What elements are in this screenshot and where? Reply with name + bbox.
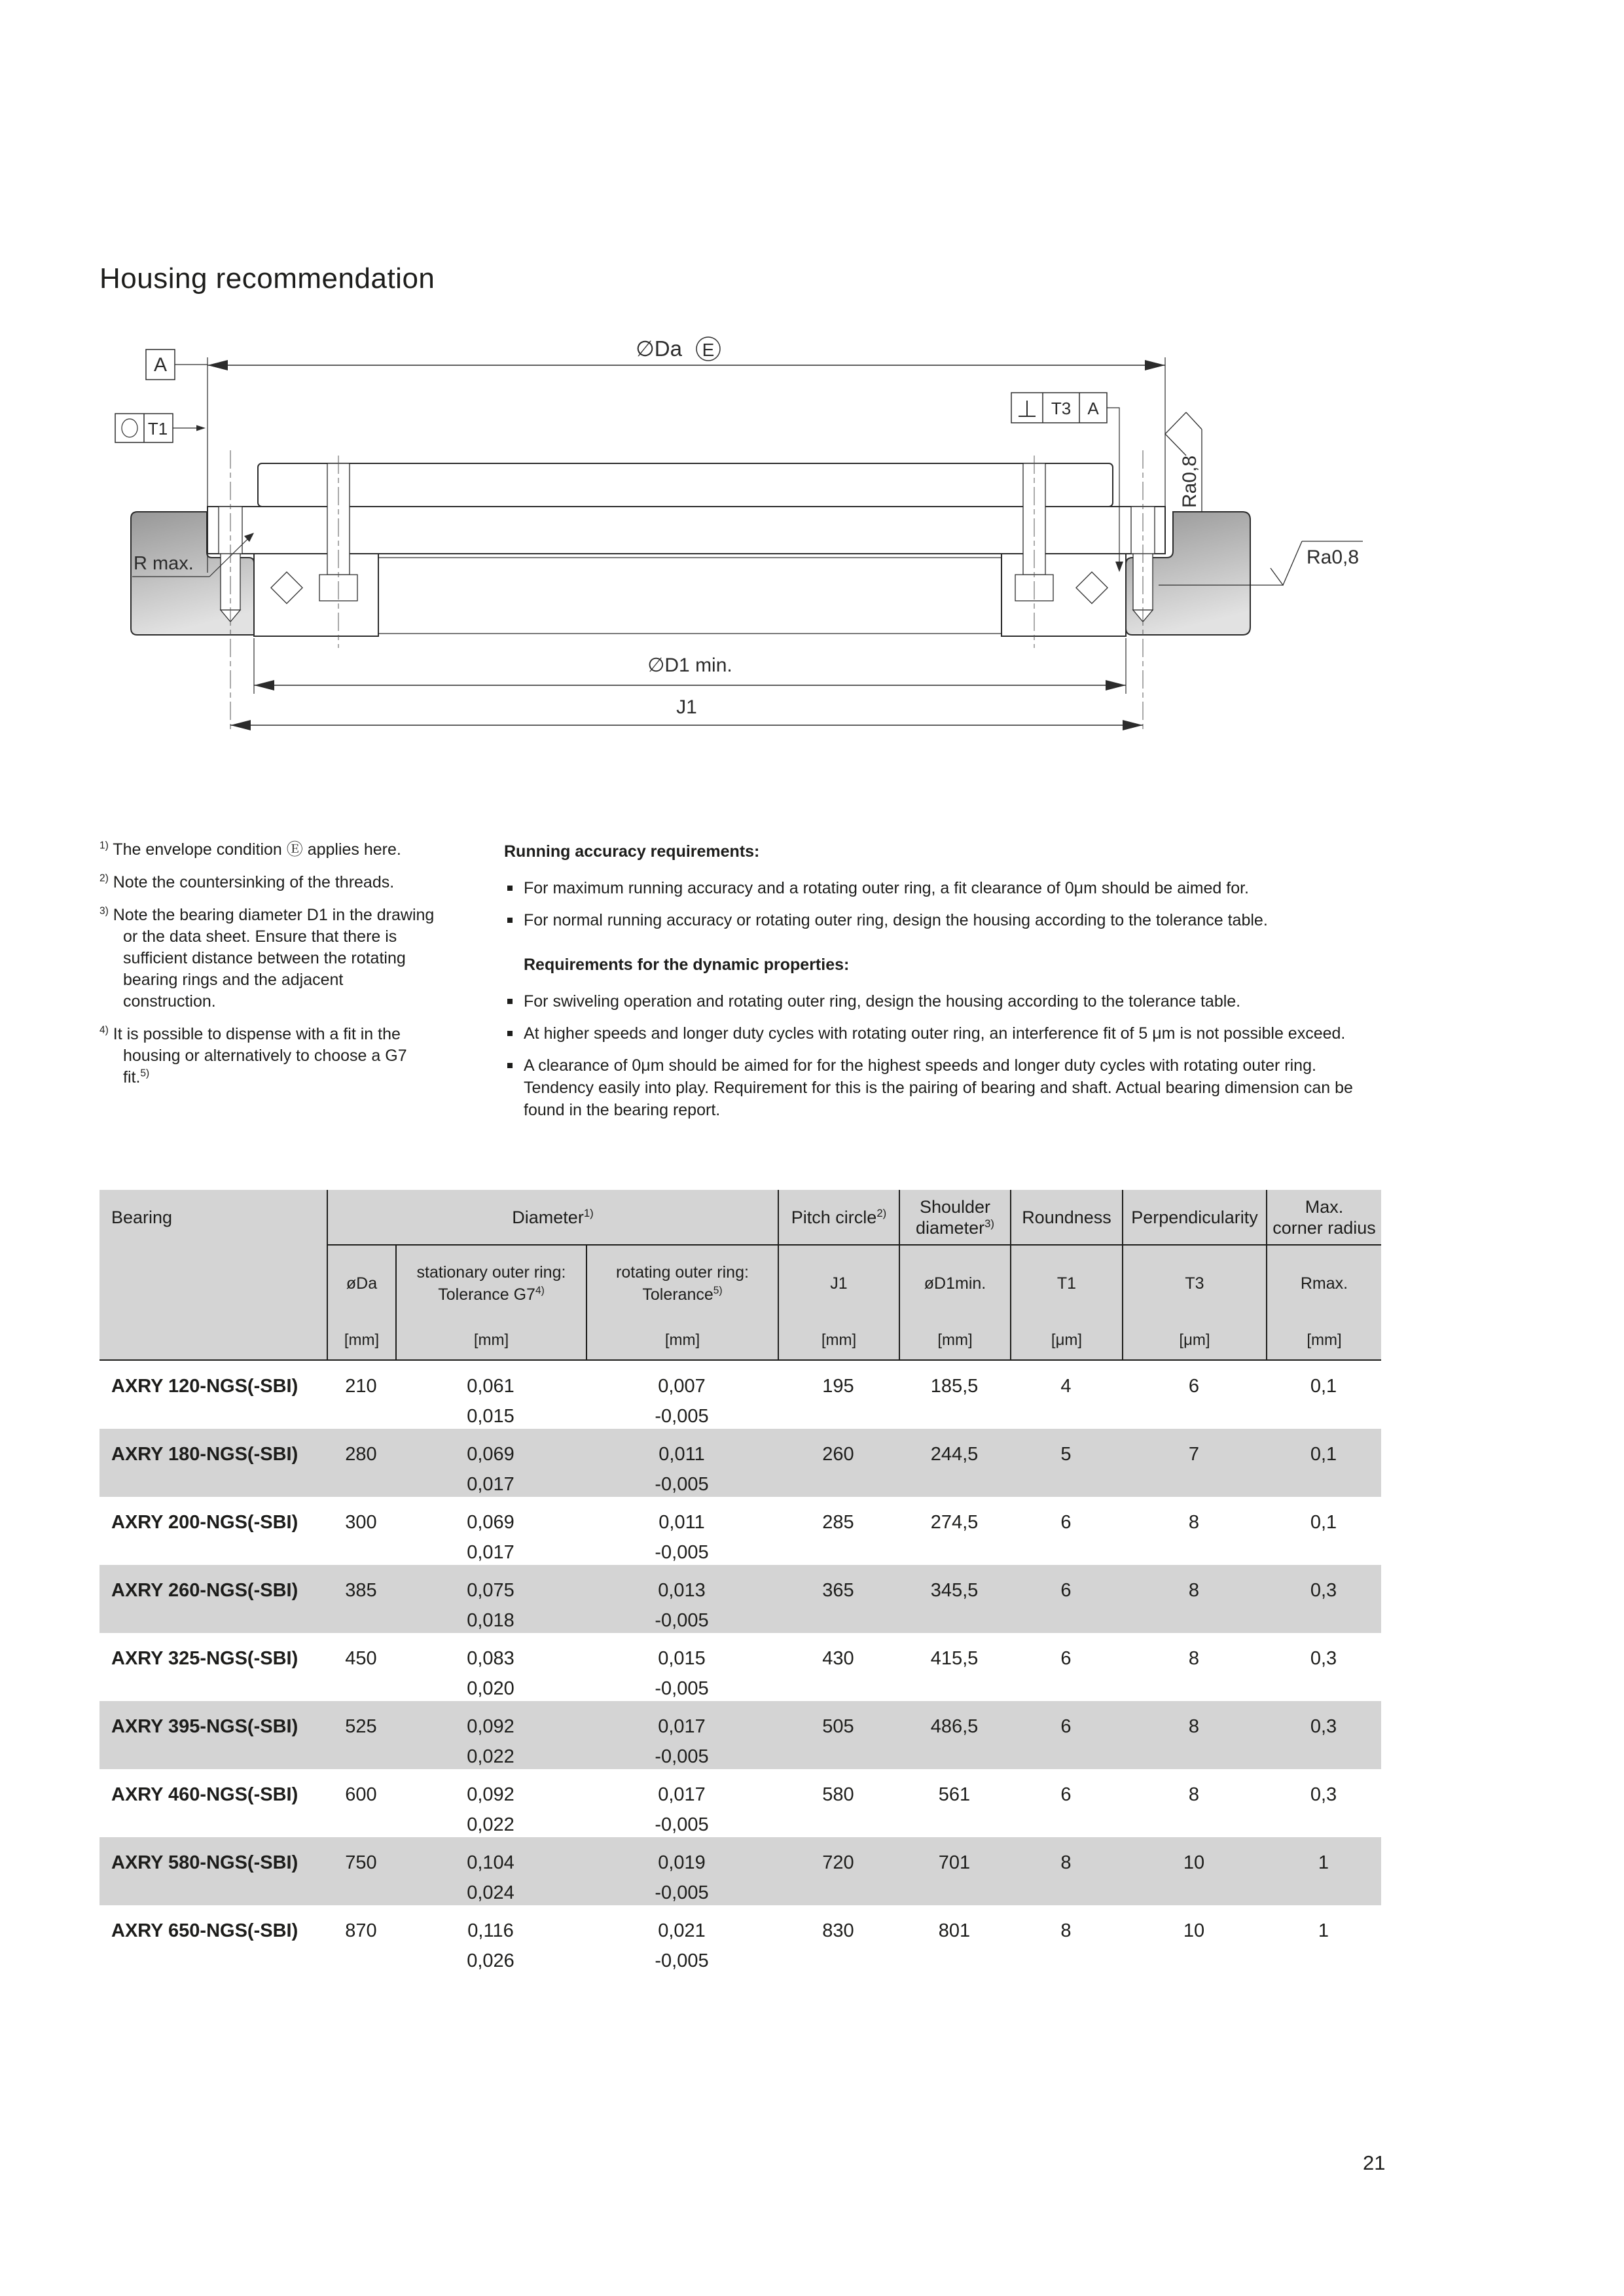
subheader-rmax: Rmax. [1266,1246,1381,1321]
unit-cell: [μm] [1122,1321,1266,1359]
unit-cell: [μm] [1010,1321,1122,1359]
subheader-stationary: stationary outer ring: Tolerance G7$^{4)}$ [395,1246,586,1321]
svg-text:A: A [1087,399,1099,418]
footnote-3: $^{3)}$ Note the bearing diameter D1 in the drawing or the data sheet. Ensure that there is sufficient distance between the rotating bearing rings and the adjacent construction. [99,905,435,1011]
header-shoulder-diameter: Shoulder diameter$^{3)}$ [899,1190,1010,1246]
svg-text:Ra0,8: Ra0,8 [1179,455,1200,508]
table-body [99,1361,1381,1973]
svg-text:T3: T3 [1051,399,1072,418]
table-row: AXRY 650-NGS(-SBI) 870 0,116 0,026 0,021 -0,005 830 801 8 10 1 [111,1920,1329,1971]
page-title: Housing recommendation [99,262,435,295]
svg-text:Ra0,8: Ra0,8 [1307,547,1360,568]
header-diameter: Diameter$^{1)}$ [327,1190,778,1246]
table-row: AXRY 580-NGS(-SBI) 750 0,104 0,024 0,019 -0,005 720 701 8 10 1 [99,1837,1381,1905]
tolerance-table [99,1190,1381,1973]
table-header [99,1190,1381,1361]
unit-cell: [mm] [899,1321,1010,1359]
table-row: AXRY 395-NGS(-SBI) 525 0,092 0,022 0,017 -0,005 505 486,5 6 8 0,3 [99,1701,1381,1769]
footnote-4: $^{4)}$ It is possible to dispense with a fit in the housing or alternatively to choose a G7 fit.$^{5)}$ [99,1024,407,1086]
dynamic-properties-title: Requirements for the dynamic properties: [524,956,850,974]
dim-d1 [254,638,1126,694]
dim-label-d1: ∅D1 min. [647,655,732,676]
unit-cell: [mm] [778,1321,899,1359]
dim-j1 [230,696,1143,730]
table-row: AXRY 200-NGS(-SBI) 300 0,069 0,017 0,011 -0,005 285 274,5 6 8 0,1 [111,1512,1337,1563]
roundness-frame-t1 [115,414,206,442]
svg-text:T1: T1 [147,419,168,439]
table-row: AXRY 260-NGS(-SBI) 385 0,075 0,018 0,013 -0,005 365 345,5 6 8 0,3 [99,1565,1381,1633]
technical-drawing [111,308,1368,766]
header-roundness: Roundness [1010,1190,1122,1246]
bearing-lower-ring-left [254,554,378,636]
header-bearing: Bearing [111,1208,173,1227]
table-row: AXRY 325-NGS(-SBI) 450 0,083 0,020 0,015 -0,005 430 415,5 6 8 0,3 [111,1648,1337,1699]
footnotes [99,839,435,1100]
svg-text:A: A [153,354,168,376]
bullet-item: For normal running accuracy or rotating outer ring, design the housing according to the tolerance table. [504,909,1355,931]
bullet-item: For swiveling operation and rotating outer ring, design the housing according to the tolerance table. [504,990,1355,1013]
bullet-item: At higher speeds and longer duty cycles with rotating outer ring, an interference fit of 5 μm is not possible exceed. [504,1022,1355,1045]
unit-cell: [mm] [1266,1321,1381,1359]
unit-cell: [mm] [327,1321,395,1359]
running-accuracy-title: Running accuracy requirements: [504,842,760,861]
subheader-oda: øDa [327,1246,395,1321]
surface-finish-vertical [1165,412,1202,512]
table-row: AXRY 180-NGS(-SBI) 280 0,069 0,017 0,011 -0,005 260 244,5 5 7 0,1 [99,1429,1381,1497]
subheader-j1: J1 [778,1246,899,1321]
bullet-item: A clearance of 0μm should be aimed for for the highest speeds and longer duty cycles with rotating outer ring. Tendency easily into play. Requirement for this is the pairing of bearing and shaft. Actual bearing dimension can be found in the bearing report. [504,1054,1355,1121]
svg-text:E: E [702,340,715,360]
header-max-corner-radius: Max. corner radius [1266,1190,1381,1246]
unit-cell: [mm] [395,1321,586,1359]
subheader-rotating: rotating outer ring: Tolerance$^{5)}$ [586,1246,778,1321]
svg-text:R max.: R max. [134,553,194,574]
table-row: AXRY 120-NGS(-SBI) 210 0,061 0,015 0,007 -0,005 195 185,5 4 6 0,1 [111,1376,1337,1427]
bullet-item: For maximum running accuracy and a rotating outer ring, a fit clearance of 0μm should be aimed for. [504,877,1355,899]
dim-label-j1: J1 [676,696,697,718]
subheader-t1: T1 [1010,1246,1122,1321]
dim-label-da: ∅Da [636,336,682,361]
requirements-section [504,840,1355,1131]
subheader-t3: T3 [1122,1246,1266,1321]
unit-cell: [mm] [586,1321,778,1359]
table-row: AXRY 460-NGS(-SBI) 600 0,092 0,022 0,017 -0,005 580 561 6 8 0,3 [111,1784,1337,1835]
subheader-od1min: øD1min. [899,1246,1010,1321]
footnote-2: $^{2)}$ Note the countersinking of the threads. [99,872,395,891]
header-perpendicularity: Perpendicularity [1122,1190,1266,1246]
page-number: 21 [1363,2151,1386,2174]
footnote-1: $^{1)}$ The envelope condition Ⓔ applies here. [99,840,401,859]
bearing-outer-band [208,507,1165,554]
bearing-top-ring [258,463,1113,507]
header-pitch-circle: Pitch circle$^{2)}$ [778,1190,899,1246]
